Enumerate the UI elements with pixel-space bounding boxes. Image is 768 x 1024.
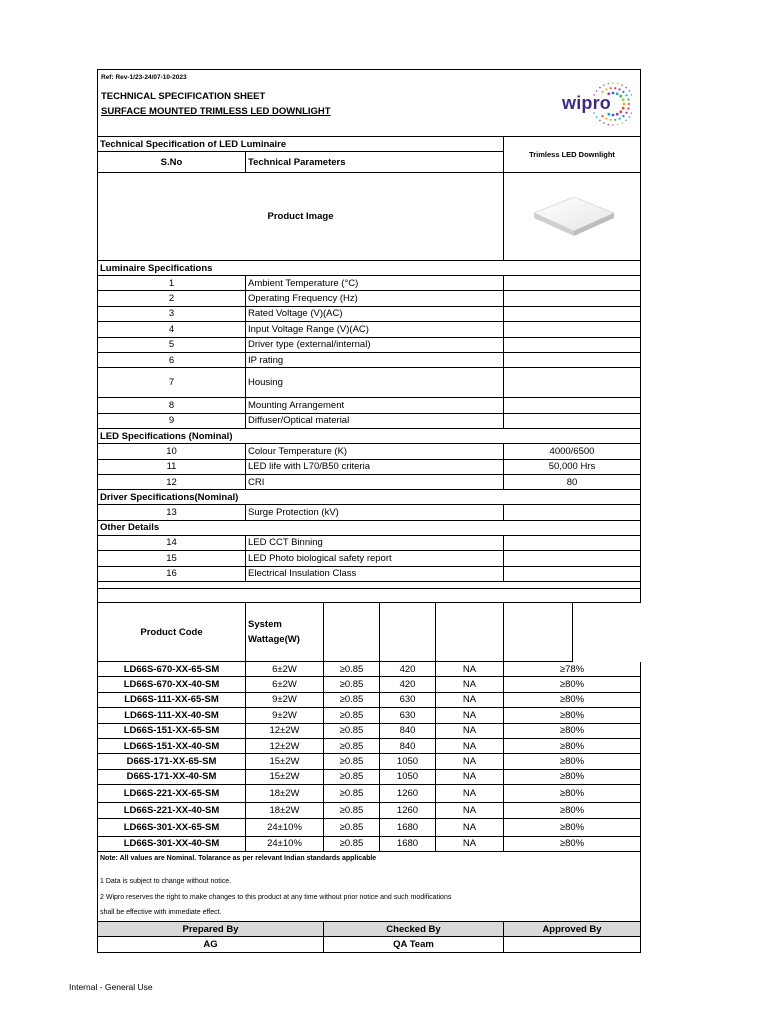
product-code: LD66S-221-XX-40-SM bbox=[97, 803, 246, 818]
spec-sno: 10 bbox=[97, 444, 246, 459]
classification-footer: Internal - General Use bbox=[69, 982, 153, 992]
product-lumens: 630 bbox=[380, 693, 436, 708]
spec-parameter: Diffuser/Optical material bbox=[246, 414, 504, 429]
spec-section-row bbox=[97, 490, 641, 505]
col-header-3 bbox=[324, 603, 380, 662]
product-efficiency: ≥80% bbox=[504, 754, 641, 769]
spec-value: 4000/6500 bbox=[504, 444, 641, 459]
product-code: LD66S-301-XX-40-SM bbox=[97, 837, 246, 852]
product-header-row bbox=[97, 603, 641, 662]
product-code: LD66S-670-XX-65-SM bbox=[97, 662, 246, 677]
spec-value bbox=[504, 551, 641, 566]
product-power-factor: ≥0.85 bbox=[324, 724, 380, 739]
spec-parameter: Input Voltage Range (V)(AC) bbox=[246, 322, 504, 337]
checked-by-label: Checked By bbox=[324, 922, 504, 937]
product-row bbox=[97, 677, 641, 692]
spec-value bbox=[504, 536, 641, 551]
spec-row bbox=[97, 368, 641, 398]
spec-row bbox=[97, 291, 641, 306]
product-lumens: 420 bbox=[380, 662, 436, 677]
product-wattage: 24±10% bbox=[246, 819, 324, 837]
spec-section-heading: Other Details bbox=[97, 521, 641, 536]
product-efficiency: ≥80% bbox=[504, 724, 641, 739]
spec-parameter: Surge Protection (kV) bbox=[246, 505, 504, 520]
col-params-header: Technical Parameters bbox=[246, 152, 504, 173]
product-wattage: 18±2W bbox=[246, 785, 324, 803]
product-code: LD66S-301-XX-65-SM bbox=[97, 819, 246, 837]
product-wattage: 6±2W bbox=[246, 677, 324, 692]
spec-row bbox=[97, 414, 641, 429]
product-row bbox=[97, 770, 641, 785]
product-code: LD66S-151-XX-65-SM bbox=[97, 724, 246, 739]
spec-value bbox=[504, 368, 641, 398]
product-na: NA bbox=[436, 754, 504, 769]
product-code: D66S-171-XX-40-SM bbox=[97, 770, 246, 785]
product-power-factor: ≥0.85 bbox=[324, 803, 380, 818]
product-na: NA bbox=[436, 739, 504, 754]
product-efficiency: ≥80% bbox=[504, 708, 641, 723]
product-lumens: 1050 bbox=[380, 754, 436, 769]
spec-parameter: LED CCT Binning bbox=[246, 536, 504, 551]
spec-row bbox=[97, 505, 641, 520]
reference-number: Ref: Rev-1/23-24/07-10-2023 bbox=[101, 74, 187, 81]
spec-row bbox=[97, 444, 641, 459]
spec-sno: 9 bbox=[97, 414, 246, 429]
product-row bbox=[97, 708, 641, 723]
product-na: NA bbox=[436, 785, 504, 803]
product-efficiency: ≥80% bbox=[504, 693, 641, 708]
spec-section-row bbox=[97, 521, 641, 536]
notes-frame bbox=[97, 852, 641, 921]
spec-parameter: Mounting Arrangement bbox=[246, 398, 504, 413]
product-power-factor: ≥0.85 bbox=[324, 693, 380, 708]
blank-row bbox=[97, 582, 641, 589]
product-row bbox=[97, 693, 641, 708]
spec-section-row bbox=[97, 261, 641, 276]
spec-sno: 1 bbox=[97, 276, 246, 291]
product-lumens: 840 bbox=[380, 724, 436, 739]
product-image-label: Product Image bbox=[97, 173, 504, 261]
col-header-5 bbox=[436, 603, 504, 662]
product-power-factor: ≥0.85 bbox=[324, 819, 380, 837]
spec-parameter: Driver type (external/internal) bbox=[246, 338, 504, 353]
product-lumens: 1680 bbox=[380, 819, 436, 837]
product-row bbox=[97, 739, 641, 754]
approved-by-label: Approved By bbox=[504, 922, 641, 937]
sheet-title: TECHNICAL SPECIFICATION SHEET bbox=[101, 91, 266, 102]
product-na: NA bbox=[436, 837, 504, 852]
product-row bbox=[97, 662, 641, 677]
spec-parameter: Operating Frequency (Hz) bbox=[246, 291, 504, 306]
product-power-factor: ≥0.85 bbox=[324, 785, 380, 803]
spec-row bbox=[97, 322, 641, 337]
prepared-by-label: Prepared By bbox=[97, 922, 324, 937]
spec-value bbox=[504, 398, 641, 413]
product-power-factor: ≥0.85 bbox=[324, 662, 380, 677]
spec-section-heading: Driver Specifications(Nominal) bbox=[97, 490, 641, 505]
product-efficiency: ≥80% bbox=[504, 677, 641, 692]
spec-sno: 12 bbox=[97, 475, 246, 490]
signoff-value-row bbox=[97, 937, 641, 953]
spec-sno: 6 bbox=[97, 353, 246, 368]
spec-parameter: Colour Temperature (K) bbox=[246, 444, 504, 459]
product-wattage: 9±2W bbox=[246, 693, 324, 708]
spec-sno: 5 bbox=[97, 338, 246, 353]
product-na: NA bbox=[436, 724, 504, 739]
product-efficiency: ≥80% bbox=[504, 837, 641, 852]
product-wattage: 15±2W bbox=[246, 770, 324, 785]
product-row bbox=[97, 803, 641, 818]
spec-parameter: Electrical Insulation Class bbox=[246, 567, 504, 582]
product-row bbox=[97, 724, 641, 739]
spec-parameter: LED Photo biological safety report bbox=[246, 551, 504, 566]
sheet-subtitle: SURFACE MOUNTED TRIMLESS LED DOWNLIGHT bbox=[101, 106, 331, 117]
note-3: shall be effective with immediate effect. bbox=[100, 909, 222, 916]
product-na: NA bbox=[436, 693, 504, 708]
product-image bbox=[504, 173, 641, 261]
spec-value: 80 bbox=[504, 475, 641, 490]
product-wattage: 18±2W bbox=[246, 803, 324, 818]
spec-value bbox=[504, 291, 641, 306]
product-efficiency: ≥80% bbox=[504, 785, 641, 803]
product-efficiency: ≥78% bbox=[504, 662, 641, 677]
spec-value bbox=[504, 353, 641, 368]
product-na: NA bbox=[436, 708, 504, 723]
product-row bbox=[97, 837, 641, 852]
col-header-6 bbox=[504, 603, 573, 662]
product-wattage: 6±2W bbox=[246, 662, 324, 677]
spec-sheet bbox=[97, 69, 641, 953]
product-row bbox=[97, 819, 641, 837]
blank-cell bbox=[97, 582, 641, 589]
product-code: LD66S-111-XX-65-SM bbox=[97, 693, 246, 708]
spec-value bbox=[504, 338, 641, 353]
spec-row bbox=[97, 338, 641, 353]
product-na: NA bbox=[436, 803, 504, 818]
note-1: 1 Data is subject to change without notice. bbox=[100, 878, 232, 885]
col-header-spacer bbox=[573, 603, 641, 662]
product-power-factor: ≥0.85 bbox=[324, 739, 380, 754]
checked-by-value: QA Team bbox=[324, 937, 504, 953]
sheet-header bbox=[97, 69, 641, 137]
product-wattage: 9±2W bbox=[246, 708, 324, 723]
product-code: LD66S-670-XX-40-SM bbox=[97, 677, 246, 692]
spec-row bbox=[97, 536, 641, 551]
spec-value bbox=[504, 276, 641, 291]
product-name: Trimless LED Downlight bbox=[504, 137, 641, 173]
product-na: NA bbox=[436, 770, 504, 785]
product-power-factor: ≥0.85 bbox=[324, 708, 380, 723]
spec-value: 50,000 Hrs bbox=[504, 460, 641, 475]
col-wattage-header: System Wattage(W) bbox=[246, 603, 324, 662]
spec-sno: 15 bbox=[97, 551, 246, 566]
spec-row bbox=[97, 551, 641, 566]
spec-sno: 7 bbox=[97, 368, 246, 398]
product-lumens: 630 bbox=[380, 708, 436, 723]
product-code: LD66S-221-XX-65-SM bbox=[97, 785, 246, 803]
product-power-factor: ≥0.85 bbox=[324, 754, 380, 769]
product-efficiency: ≥80% bbox=[504, 739, 641, 754]
product-lumens: 840 bbox=[380, 739, 436, 754]
spec-row bbox=[97, 276, 641, 291]
product-na: NA bbox=[436, 662, 504, 677]
spec-row bbox=[97, 567, 641, 582]
spec-parameter: IP rating bbox=[246, 353, 504, 368]
product-row bbox=[97, 754, 641, 769]
product-power-factor: ≥0.85 bbox=[324, 837, 380, 852]
spec-value bbox=[504, 567, 641, 582]
col-header-4 bbox=[380, 603, 436, 662]
product-lumens: 420 bbox=[380, 677, 436, 692]
spec-parameter: Housing bbox=[246, 368, 504, 398]
spec-sno: 2 bbox=[97, 291, 246, 306]
product-wattage: 12±2W bbox=[246, 724, 324, 739]
product-efficiency: ≥80% bbox=[504, 819, 641, 837]
spec-parameter: LED life with L70/B50 criteria bbox=[246, 460, 504, 475]
approved-by-value bbox=[504, 937, 641, 953]
blank-cell bbox=[97, 589, 641, 603]
product-lumens: 1680 bbox=[380, 837, 436, 852]
col-sno-header: S.No bbox=[97, 152, 246, 173]
product-efficiency: ≥80% bbox=[504, 770, 641, 785]
product-code: D66S-171-XX-65-SM bbox=[97, 754, 246, 769]
spec-row bbox=[97, 353, 641, 368]
downlight-product-image bbox=[522, 187, 622, 247]
product-na: NA bbox=[436, 677, 504, 692]
product-power-factor: ≥0.85 bbox=[324, 677, 380, 692]
product-wattage: 15±2W bbox=[246, 754, 324, 769]
note-2: 2 Wipro reserves the right to make changes to this product at any time without prior notice and such modifications bbox=[100, 894, 452, 901]
spec-row bbox=[97, 398, 641, 413]
spec-value bbox=[504, 414, 641, 429]
product-code: LD66S-151-XX-40-SM bbox=[97, 739, 246, 754]
product-efficiency: ≥80% bbox=[504, 803, 641, 818]
spec-sno: 4 bbox=[97, 322, 246, 337]
prepared-by-value: AG bbox=[97, 937, 324, 953]
spec-section-heading: LED Specifications (Nominal) bbox=[97, 429, 641, 444]
spec-value bbox=[504, 307, 641, 322]
note-nominal: Note: All values are Nominal. Tolarance as per relevant Indian standards applicable bbox=[100, 855, 377, 862]
spec-row bbox=[97, 460, 641, 475]
spec-parameter: CRI bbox=[246, 475, 504, 490]
spec-sno: 8 bbox=[97, 398, 246, 413]
spec-section-heading: Luminaire Specifications bbox=[97, 261, 641, 276]
spec-value bbox=[504, 322, 641, 337]
product-lumens: 1260 bbox=[380, 785, 436, 803]
spec-row bbox=[97, 475, 641, 490]
spec-section-row bbox=[97, 429, 641, 444]
spec-sno: 3 bbox=[97, 307, 246, 322]
product-wattage: 12±2W bbox=[246, 739, 324, 754]
blank-row bbox=[97, 589, 641, 603]
spec-parameter: Rated Voltage (V)(AC) bbox=[246, 307, 504, 322]
product-lumens: 1050 bbox=[380, 770, 436, 785]
signoff-label-row bbox=[97, 921, 641, 937]
spec-value bbox=[504, 505, 641, 520]
spec-sno: 16 bbox=[97, 567, 246, 582]
product-na: NA bbox=[436, 819, 504, 837]
col-product-code-header: Product Code bbox=[97, 603, 246, 662]
spec-table-title: Technical Specification of LED Luminaire bbox=[97, 137, 504, 152]
spec-sno: 13 bbox=[97, 505, 246, 520]
product-row bbox=[97, 785, 641, 803]
spec-column-header-row bbox=[97, 152, 641, 173]
product-lumens: 1260 bbox=[380, 803, 436, 818]
logo-text: wipro bbox=[562, 93, 611, 113]
spec-parameter: Ambient Temperature (°C) bbox=[246, 276, 504, 291]
product-power-factor: ≥0.85 bbox=[324, 770, 380, 785]
product-image-row bbox=[97, 173, 641, 261]
spec-row bbox=[97, 307, 641, 322]
spec-sno: 11 bbox=[97, 460, 246, 475]
product-wattage: 24±10% bbox=[246, 837, 324, 852]
product-code: LD66S-111-XX-40-SM bbox=[97, 708, 246, 723]
spec-sno: 14 bbox=[97, 536, 246, 551]
wipro-logo bbox=[562, 76, 632, 132]
